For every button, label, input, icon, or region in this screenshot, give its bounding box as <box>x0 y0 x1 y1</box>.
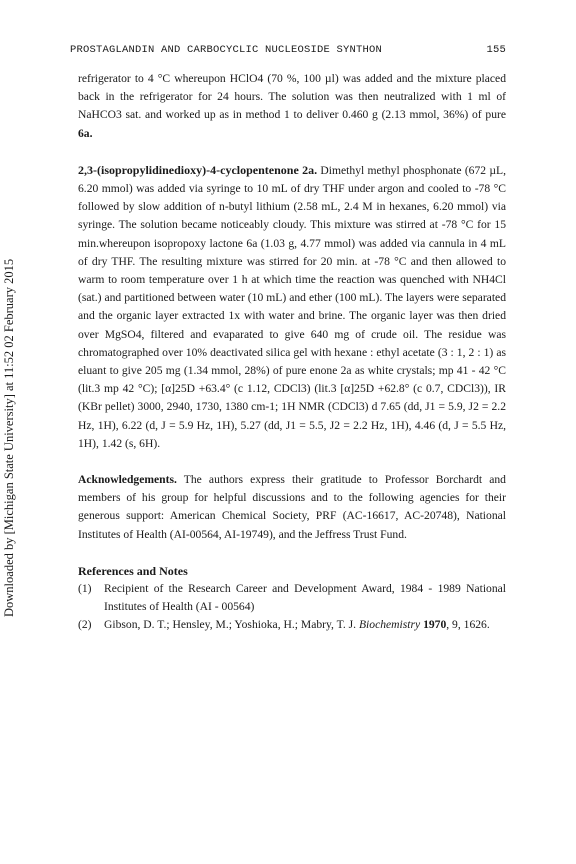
reference-text <box>104 616 506 634</box>
paragraph-procedure-end <box>78 70 506 143</box>
running-title: PROSTAGLANDIN AND CARBOCYCLIC NUCLEOSIDE SYNTHON <box>70 44 383 56</box>
reference-item <box>78 616 506 634</box>
spacer <box>78 453 506 471</box>
paragraph-text: refrigerator to 4 °C whereupon HClO4 (70 %, 100 µl) was added and the mixture placed back in the refrigerator for 24 hours. The solution was then neutralized with 1 ml of NaHCO3 sat. and worked up as in method 1 to deliver 0.460 g (2.13 mmol, 36%) of pure <box>78 72 506 122</box>
ack-text: The authors express their gratitude to Professor Borchardt and members of his group for helpful discussions and to the following agencies for their generous support: American Chemical Society, PRF (AC-16617, AC-20748), National Institutes of Health (AI-00564, AI-19749), and the Jeffress Trust Fund. <box>78 473 506 541</box>
running-header <box>70 44 506 56</box>
reference-journal: Biochemistry <box>358 618 421 632</box>
download-note: Downloaded by [Michigan State University] at 11:52 02 February 2015 <box>2 258 16 617</box>
reference-number: (2) <box>78 618 92 632</box>
reference-year: 1970 <box>423 618 447 632</box>
reference-volume-pages: , 9, 1626. <box>446 618 490 632</box>
paragraph-enone-synthesis <box>78 161 506 453</box>
page-number: 155 <box>486 44 506 56</box>
paragraph-text: Dimethyl methyl phosphonate (672 µL, 6.20 mmol) was added via syringe to 10 mL of dry THF under argon and cooled to -78 °C followed by slow addition of n-butyl lithium (2.58 mL, 2.4 M in hexanes, 6.20 mmol) via syringe. The solution became noticeably cloudy. This mixture was stirred at -78 °C for 15 min.whereupon isopropoxy lactone 6a (1.03 g, 4.77 mmol) was added via cannula in 4 mL of dry THF. The resulting mixture was stirred for 20 min. at -78 °C and then allowed to warm to room temperature over 1 h at which time the reaction was quenched with NH4Cl (sat.) and partitioned between water (10 mL) and ether (100 mL). The layers were separated and the organic layer extracted 1x with water and brine. The organic layer was then dried over MgSO4, filtered and evaparated to give 640 mg of crude oil. The residue was chromatographed over 10% deactivated silica gel with hexane : ethyl acetate (3 : 1, 2 : 1) as eluant to give 205 mg (1.34 mmol, 28%) of pure enone 2a as white crystals; mp 41 - 42 °C (lit.3 mp 42 °C); [α]25D +63.4° (c 1.12, CDCl3) (lit.3 [α]25D +62.8° (c 0.7, CDCl3)), IR (KBr pellet) 3000, 2940, 1730, 1380 cm-1; 1H NMR (CDCl3) d 7.65 (dd, J1 = 5.9, J2 = 2.2 Hz, 1H), 6.22 (d, J = 5.9 Hz, 1H), 5.27 (dd, J1 = 5.5, J2 = 2.2 Hz, 1H), 4.46 (d, J = 5.5 Hz, 1H), 1.42 (s, 6H). <box>78 163 506 450</box>
reference-item <box>78 580 506 616</box>
compound-label: 6a. <box>78 126 93 140</box>
reference-number: (1) <box>78 582 92 596</box>
reference-authors: Gibson, D. T.; Hensley, M.; Yoshioka, H.; Mabry, T. J. <box>104 618 357 632</box>
reference-text: Recipient of the Research Career and Development Award, 1984 - 1989 National Institutes of Health (AI - 00564) <box>104 582 506 614</box>
spacer <box>78 143 506 161</box>
references-title: References and Notes <box>78 563 188 578</box>
compound-heading: 2,3-(isopropylidinedioxy)-4-cyclopentenone 2a. <box>78 162 318 177</box>
paragraph-acknowledgements <box>78 471 506 544</box>
page-body <box>78 70 506 635</box>
ack-heading: Acknowledgements. <box>78 473 177 487</box>
spacer <box>78 544 506 562</box>
